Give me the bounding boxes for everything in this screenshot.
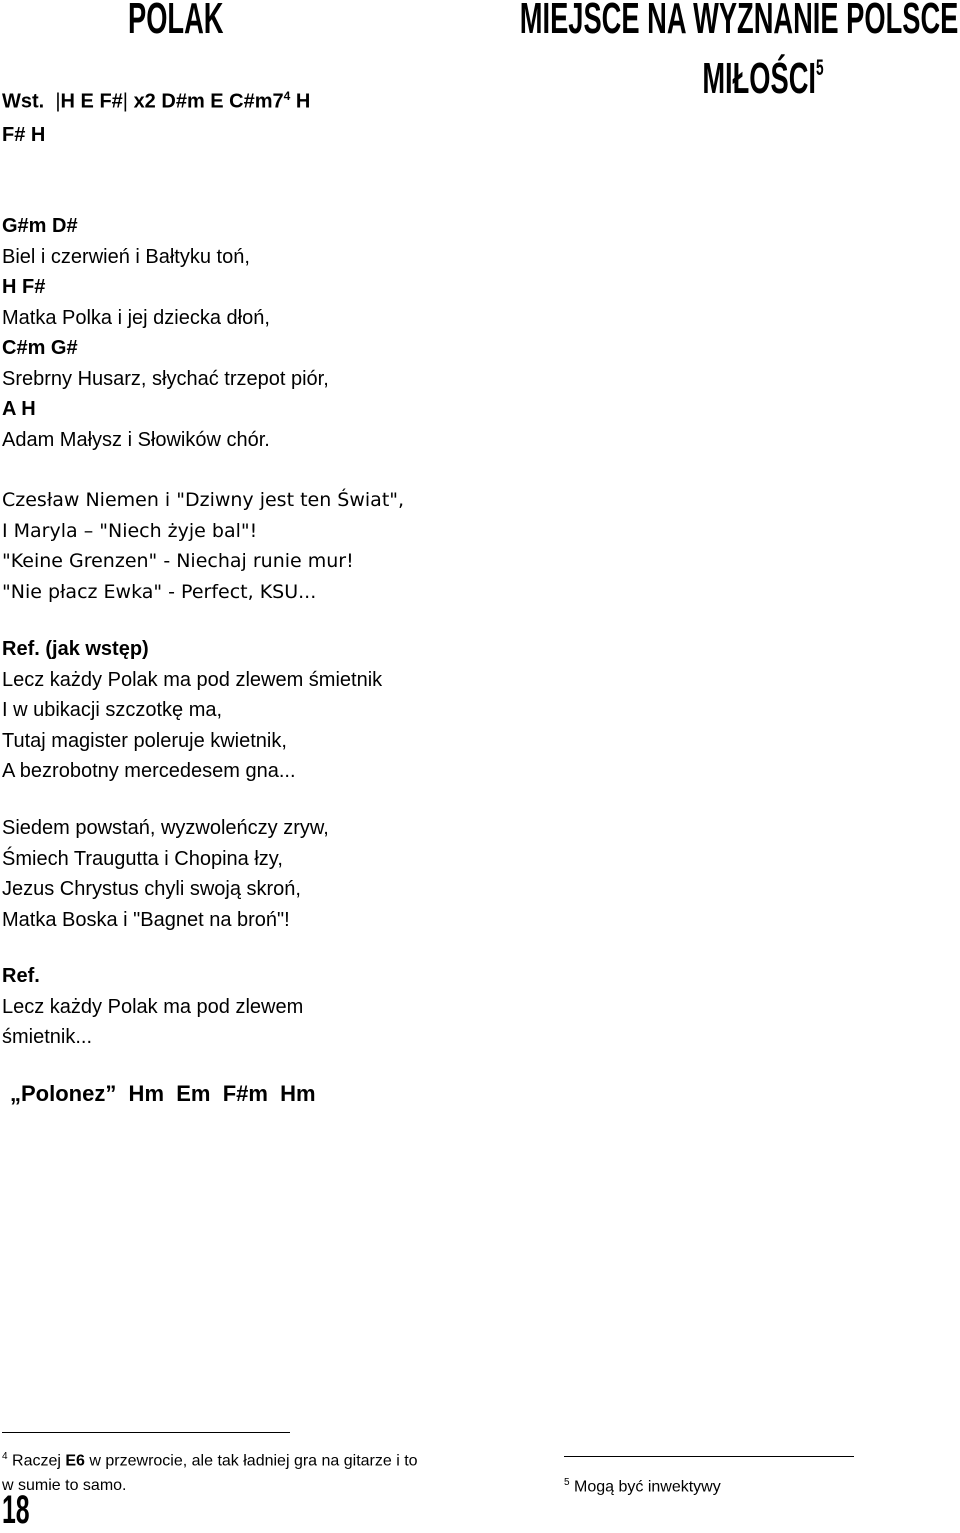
repeat-bar: |: [49, 90, 61, 113]
intro-chords: [2, 80, 310, 152]
refrain-label: Ref.: [2, 638, 40, 660]
lyric-line: Siedem powstań, wyzwoleńczy zryw,: [2, 817, 329, 839]
lyric-line: Matka Polka i jej dziecka dłoń,: [2, 306, 270, 329]
lyric-line: Lecz każdy Polak ma pod zlewem śmietnik: [2, 668, 383, 691]
lyric-line: Matka Boska i "Bagnet na broń"!: [2, 908, 290, 931]
lyric-line: I w ubikacji szczotkę ma,: [2, 699, 223, 721]
footnote-separator: [564, 1456, 854, 1457]
lyric-line: A bezrobotny mercedesem gna...: [2, 760, 296, 782]
chord-line: A H: [2, 398, 36, 420]
dedication-line-2: [703, 54, 824, 104]
lyric-line: "Nie płacz Ewka" - Perfect, KSU...: [2, 580, 317, 603]
chord-line: G#m D#: [2, 215, 78, 237]
song-title: POLAK: [128, 0, 224, 43]
lyric-line: Biel i czerwień i Bałtyku toń,: [2, 245, 250, 268]
footnote-text-post: w przewrocie, ale tak ładniej gra na gitarze i to w sumie to samo.: [2, 1452, 418, 1495]
intro-chords-c: H: [295, 90, 311, 113]
intro-chords-b: D#m E C#m7: [161, 90, 284, 113]
footnote-separator: [2, 1432, 290, 1433]
refrain-label: Ref.: [2, 965, 40, 987]
dedication-line-2-text: MIŁOŚCI: [702, 54, 817, 103]
lyric-line: Srebrny Husarz, słychać trzepot piór,: [2, 367, 329, 390]
refrain-2: [2, 961, 303, 1053]
intro-chords-a: H E F#: [60, 90, 123, 113]
refrain: [2, 634, 382, 787]
footnote-number: 4: [2, 1451, 8, 1462]
lyric-line: I Maryla – "Niech żyje bal"!: [2, 519, 258, 542]
lyric-line: Śmiech Traugutta i Chopina łzy,: [2, 847, 283, 870]
verse-3: [2, 813, 329, 935]
footnote-ref-4: 4: [283, 89, 291, 103]
repeat-bar: |: [122, 90, 134, 113]
footnote-chord: E6: [65, 1452, 85, 1470]
chord-line: C#m G#: [2, 337, 78, 359]
footnote-5: [564, 1470, 721, 1499]
refrain-heading: [2, 634, 382, 665]
lyric-line: śmietnik...: [2, 1026, 93, 1048]
chord-line: H F#: [2, 276, 46, 298]
verse-2: [2, 485, 404, 607]
intro-repeat: x2: [133, 90, 156, 113]
lyric-line: "Keine Grenzen" - Niechaj runie mur!: [2, 550, 354, 572]
lyric-line: Adam Małysz i Słowików chór.: [2, 428, 270, 451]
intro-line-1: [2, 80, 310, 119]
lyric-line: Lecz każdy Polak ma pod zlewem: [2, 995, 304, 1018]
footnote-text-pre: Raczej: [12, 1452, 66, 1470]
intro-label: Wst.: [2, 90, 45, 113]
polonez-chords: „Polonez” Hm Em F#m Hm: [10, 1081, 316, 1106]
footnote-ref-5: 5: [816, 55, 824, 81]
footnote-number: 5: [564, 1477, 570, 1488]
lyric-line: Czesław Niemen i "Dziwny jest ten Świat",: [2, 489, 405, 511]
page-number: 18: [2, 1488, 30, 1532]
footnote-text: Mogą być inwektywy: [574, 1478, 721, 1496]
lyric-line: Tutaj magister poleruje kwietnik,: [2, 729, 287, 752]
footnote-4: [2, 1444, 422, 1498]
lyric-line: Jezus Chrystus chyli swoją skroń,: [2, 878, 301, 900]
verse-1: [2, 211, 329, 455]
intro-line-2: F# H: [2, 123, 46, 146]
refrain-note: (jak wstęp): [45, 638, 149, 660]
dedication-line-1: MIEJSCE NA WYZNANIE POLSCE: [519, 0, 958, 43]
